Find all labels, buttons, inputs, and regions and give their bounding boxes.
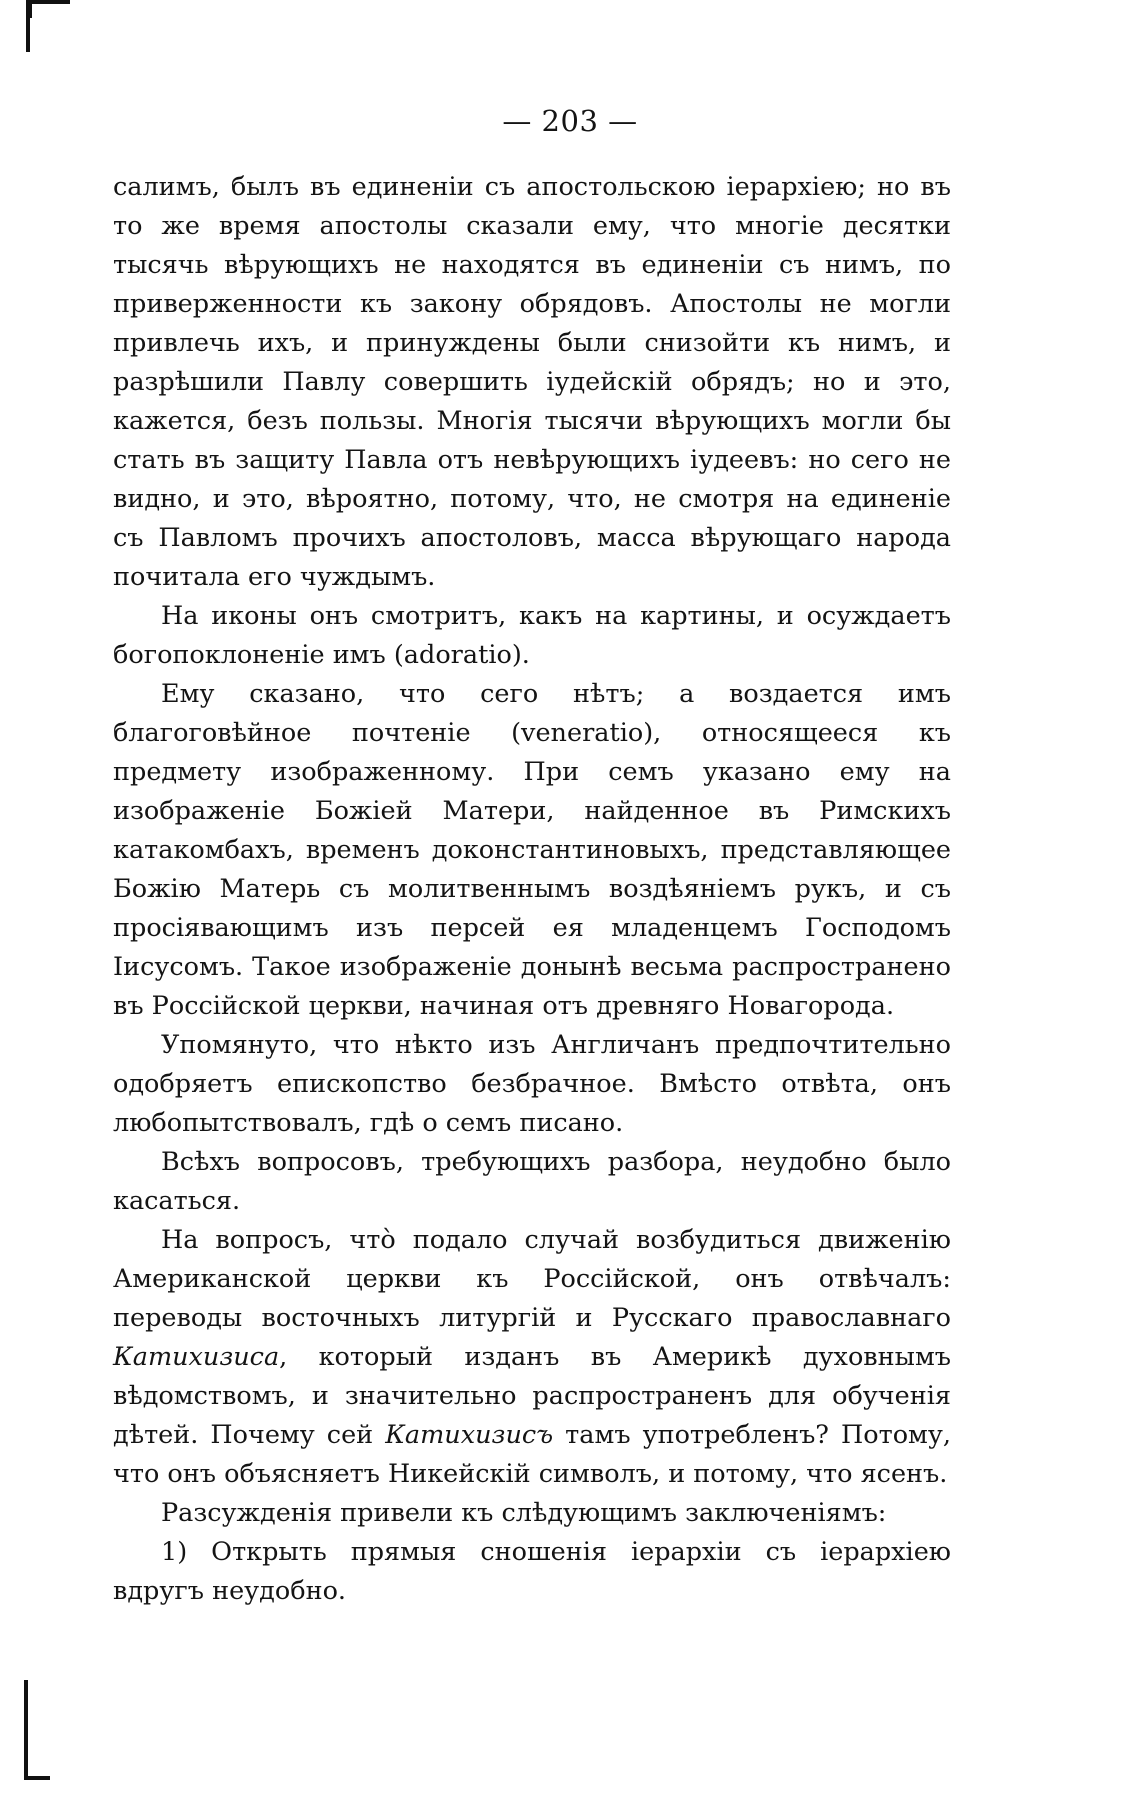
text-segment: салимъ, былъ въ единенiи съ апостольскою iерархiею; но въ то же время апостолы сказали ему, что многiе десятки тысячь вѣрующихъ не находятся въ единенiи съ нимъ, по приверженности къ закону обрядовъ. Апостолы не могли привлечь ихъ, и принуждены были снизойти къ нимъ, и разрѣшили Павлу совершить iудейскiй обрядъ; но и это, кажется, безъ пользы. Многiя тысячи вѣрующихъ могли бы стать въ защиту Павла отъ невѣрующихъ iудеевъ: но сего не видно, и это, вѣроятно, потому, что, не смотря на единенiе съ Павломъ прочихъ апостоловъ, масса вѣрующаго народа почитала его чуждымъ. [113, 172, 951, 592]
text-segment: Упомянуто, что нѣкто изъ Англичанъ предпочтительно одобряетъ епископство безбрачное. Вмѣсто отвѣта, онъ любопытствовалъ, гдѣ о семъ писано. [113, 1030, 951, 1138]
text-segment: На вопросъ, что̀ подало случай возбудиться движенiю Американской церкви къ Россiйской, онъ отвѣчалъ: переводы восточныхъ литургiй и Русскаго православнаго [113, 1225, 951, 1333]
text-segment: Разсужденiя привели къ слѣдующимъ заключенiямъ: [161, 1498, 887, 1528]
paragraph [113, 1026, 951, 1143]
italic-title: Катихизисъ [385, 1420, 554, 1450]
paragraph [113, 1221, 951, 1494]
scan-edge-mark [26, 0, 70, 18]
paragraph [113, 1494, 951, 1533]
text-segment: Ему сказано, что сего нѣтъ; а воздается имъ благоговѣйное почтенiе (veneratio), относящееся къ предмету изображенному. При семъ указано ему на изображенiе Божiей Матери, найденное въ Римскихъ катакомбахъ, временъ доконстантиновыхъ, представляющее Божiю Матерь съ молитвеннымъ воздѣянiемъ рукъ, и съ просiявающимъ изъ персей ея младенцемъ Господомъ Iисусомъ. Такое изображенiе донынѣ весьма распространено въ Россiйской церкви, начиная отъ древняго Новагорода. [113, 679, 951, 1021]
text-segment: На иконы онъ смотритъ, какъ на картины, и осуждаетъ богопоклоненiе имъ (adoratio). [113, 601, 951, 670]
paragraph [113, 168, 951, 597]
paragraph [113, 675, 951, 1026]
scan-edge-mark [24, 1776, 50, 1780]
text-segment: Всѣхъ вопросовъ, требующихъ разбора, неудобно было касаться. [113, 1147, 951, 1216]
body-text [113, 168, 951, 1611]
paragraph [113, 1533, 951, 1611]
italic-title: Катихизиса [113, 1342, 280, 1372]
scan-edge-mark [26, 14, 30, 52]
scan-edge-mark [24, 1680, 28, 1780]
paragraph [113, 597, 951, 675]
text-segment: тамъ употребленъ? Потому, что онъ объясняетъ Никейскiй символъ, и потому, что ясенъ. [113, 1420, 951, 1489]
page-number: — 203 — [502, 104, 638, 138]
paragraph [113, 1143, 951, 1221]
text-segment: 1) Открыть прямыя сношенiя iерархiи съ iерархiею вдругъ неудобно. [113, 1537, 951, 1606]
text-segment: , который изданъ въ Америкѣ духовнымъ вѣдомствомъ, и значительно распространенъ для обученiя дѣтей. Почему сей [113, 1342, 951, 1450]
